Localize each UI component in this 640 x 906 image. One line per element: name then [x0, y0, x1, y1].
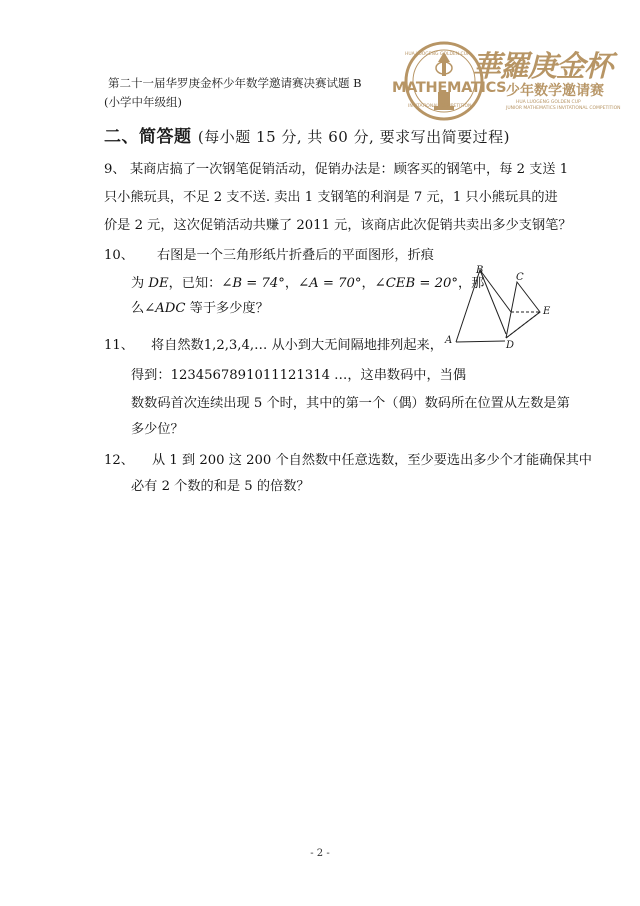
q10-line3-end: 等于多少度？: [185, 301, 269, 316]
q10-given: ，已知：: [168, 276, 222, 291]
exam-title: 第二十一届华罗庚金杯少年数学邀请赛决赛试题 B: [108, 76, 362, 90]
q10-line2-pre: 为: [131, 276, 149, 291]
question-10-line-2: 为 DE，已知：∠B = 74°，∠A = 70°，∠CEB = 20°，那: [131, 276, 485, 291]
seal-ring-top-text: HUA LUOGENG GOLDEN CUP: [405, 52, 470, 57]
question-12-number: 12、: [104, 453, 134, 468]
q11-line2-end: ，这串数码中，当偶: [347, 368, 467, 383]
angle-ceb: ∠CEB = 20°: [374, 276, 458, 291]
figure-label-a: A: [445, 335, 453, 346]
question-11-line-3: 数数码首次连续出现 5 个时，其中的第一个（偶）数码所在位置从左数是第: [131, 396, 570, 411]
figure-label-d: D: [506, 340, 515, 351]
question-9-number: 9、: [104, 162, 126, 177]
exam-group: (小学中年级组): [104, 95, 182, 109]
seal-mathematics-text: MATHEMATICS: [392, 80, 507, 96]
q11-line2-pre: 得到：: [131, 368, 171, 383]
brand-calligraphy: 華羅庚金杯: [472, 49, 613, 83]
folded-triangle-figure: [438, 262, 558, 354]
section-note: (每小题 15 分, 共 60 分, 要求写出简要过程): [197, 128, 510, 146]
question-10-line-3: [131, 294, 269, 324]
figure-label-c: C: [516, 272, 524, 283]
question-12-line-2: 必有 2 个数的和是 5 的倍数？: [131, 479, 310, 494]
brand-english-2: JUNIOR MATHEMATICS INVITATIONAL COMPETITION: [506, 106, 621, 111]
question-11-line-2: [131, 361, 466, 391]
q10-line3-pre: 么: [131, 301, 145, 316]
question-10-line-1: 右图是一个三角形纸片折叠后的平面图形，折痕: [157, 248, 434, 263]
q10-line2-end: ，那: [457, 276, 485, 291]
figure-label-e: E: [543, 306, 551, 317]
question-11-number: 11、: [104, 338, 134, 353]
angle-b: ∠B = 74°: [221, 276, 285, 291]
section-title: 二、简答题: [104, 127, 192, 147]
question-9-line-3: 价是 2 元，这次促销活动共赚了 2011 元，该商店此次促销共卖出多少支钢笔？: [104, 218, 572, 233]
question-9-line-1: 某商店搞了一次钢笔促销活动，促销办法是：顾客买的钢笔中，每 2 支送 1: [130, 162, 569, 177]
question-11-line-4: 多少位？: [131, 422, 184, 437]
angle-a: ∠A = 70°: [298, 276, 362, 291]
question-10-number: 10、: [104, 248, 134, 263]
question-9-line-2: 只小熊玩具，不足 2 支不送. 卖出 1 支钢笔的利润是 7 元，1 只小熊玩具的进: [104, 190, 558, 205]
brand-english-1: HUA LUOGENG GOLDEN CUP: [516, 100, 581, 105]
figure-label-b: B: [476, 265, 484, 276]
section-heading: [104, 122, 510, 147]
seal-ring-bottom-text: INVITATIONAL COMPETITION: [408, 104, 472, 109]
brand-subtitle: 少年数学邀请赛: [506, 83, 604, 99]
question-12-line-1: 从 1 到 200 这 200 个自然数中任意选数，至少要选出多少个才能确保其中: [152, 453, 592, 468]
question-11-line-1: 将自然数1,2,3,4,… 从小到大无间隔地排列起来，: [151, 338, 443, 353]
crease-de: DE: [148, 276, 169, 291]
page-number: - 2 -: [310, 848, 330, 859]
angle-adc: ∠ADC: [144, 301, 186, 316]
digit-sequence: 1234567891011121314 …: [170, 368, 348, 383]
